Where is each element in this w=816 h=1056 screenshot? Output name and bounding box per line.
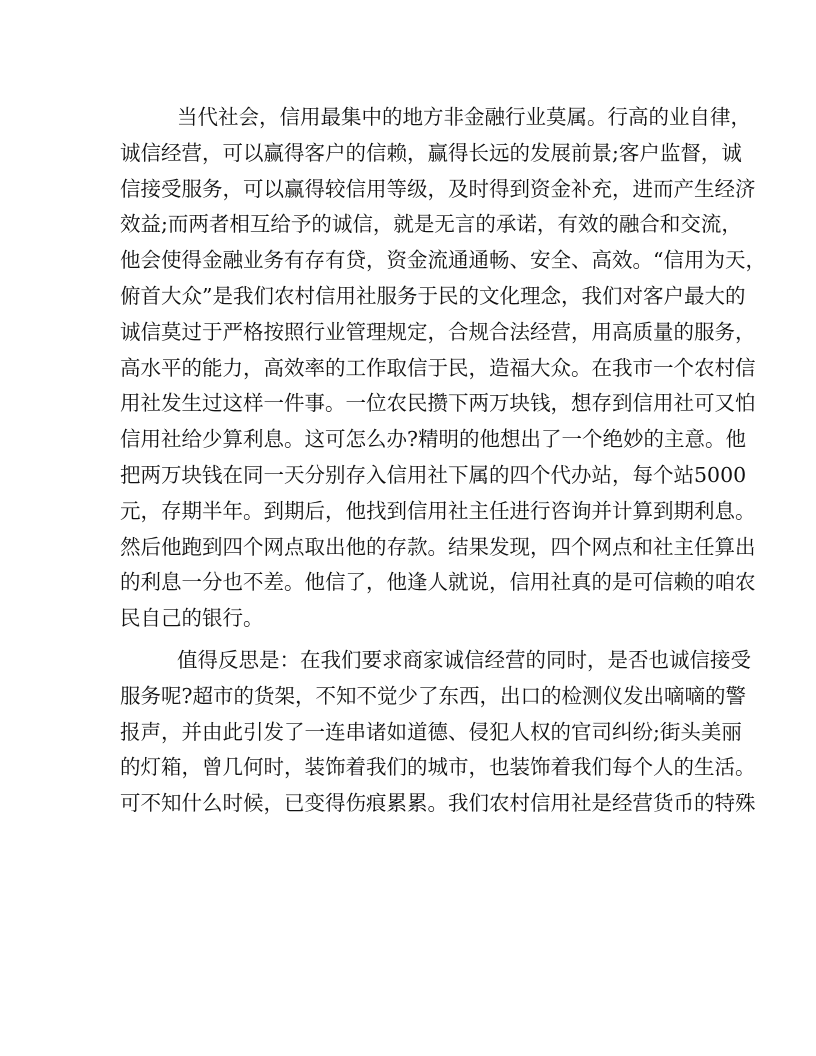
paragraph-2 bbox=[120, 643, 756, 822]
text-line: 当代社会，信用最集中的地方非金融行业莫属。行高的业自律， bbox=[177, 105, 751, 129]
text-line: 信接受服务，可以赢得较信用等级，及时得到资金补充，进而产生经济 bbox=[120, 176, 756, 201]
text-line: 的灯箱，曾几何时，装饰着我们的城市，也装饰着我们每个人的生活。 bbox=[120, 755, 756, 780]
text-line: 的利息一分也不差。他信了，他逢人就说，信用社真的是可信赖的咱农 bbox=[120, 570, 756, 595]
text-line: 信用社给少算利息。这可怎么办?精明的他想出了一个绝妙的主意。他 bbox=[120, 427, 746, 452]
text-line: 俯首大众”是我们农村信用社服务于民的文化理念，我们对客户最大的 bbox=[120, 283, 746, 308]
text-line: 高水平的能力，高效率的工作取信于民，造福大众。在我市一个农村信 bbox=[120, 355, 756, 380]
paragraph-1 bbox=[120, 100, 766, 637]
text-line: 然后他跑到四个网点取出他的存款。结果发现，四个网点和社主任算出 bbox=[120, 534, 756, 559]
text-line: 值得反思是：在我们要求商家诚信经营的同时，是否也诚信接受 bbox=[177, 647, 751, 672]
text-line: 服务呢?超市的货架，不知不觉少了东西，出口的检测仪发出嘀嘀的警 bbox=[120, 683, 746, 708]
text-line: 可不知什么时候，已变得伤痕累累。我们农村信用社是经营货币的特殊 bbox=[120, 791, 756, 816]
text-line: 民自己的银行。 bbox=[120, 606, 264, 631]
text-line: 把两万块钱在同一天分别存入信用社下属的四个代办站，每个站5000 bbox=[120, 462, 747, 487]
text-line: 诚信经营，可以赢得客户的信赖，赢得长远的发展前景;客户监督，诚 bbox=[120, 140, 742, 165]
text-line: 元，存期半年。到期后，他找到信用社主任进行咨询并计算到期利息。 bbox=[120, 498, 756, 523]
text-line: 他会使得金融业务有存有贷，资金流通通畅、安全、高效。“信用为天， bbox=[120, 248, 766, 273]
document-body bbox=[120, 100, 766, 822]
text-line: 效益;而两者相互给予的诚信，就是无言的承诺，有效的融合和交流， bbox=[120, 212, 742, 237]
text-line: 诚信莫过于严格按照行业管理规定，合规合法经营，用高质量的服务， bbox=[120, 319, 756, 344]
text-line: 报声，并由此引发了一连串诸如道德、侵犯人权的官司纠纷;街头美丽 bbox=[120, 719, 742, 744]
text-line: 用社发生过这样一件事。一位农民攒下两万块钱，想存到信用社可又怕 bbox=[120, 391, 756, 416]
